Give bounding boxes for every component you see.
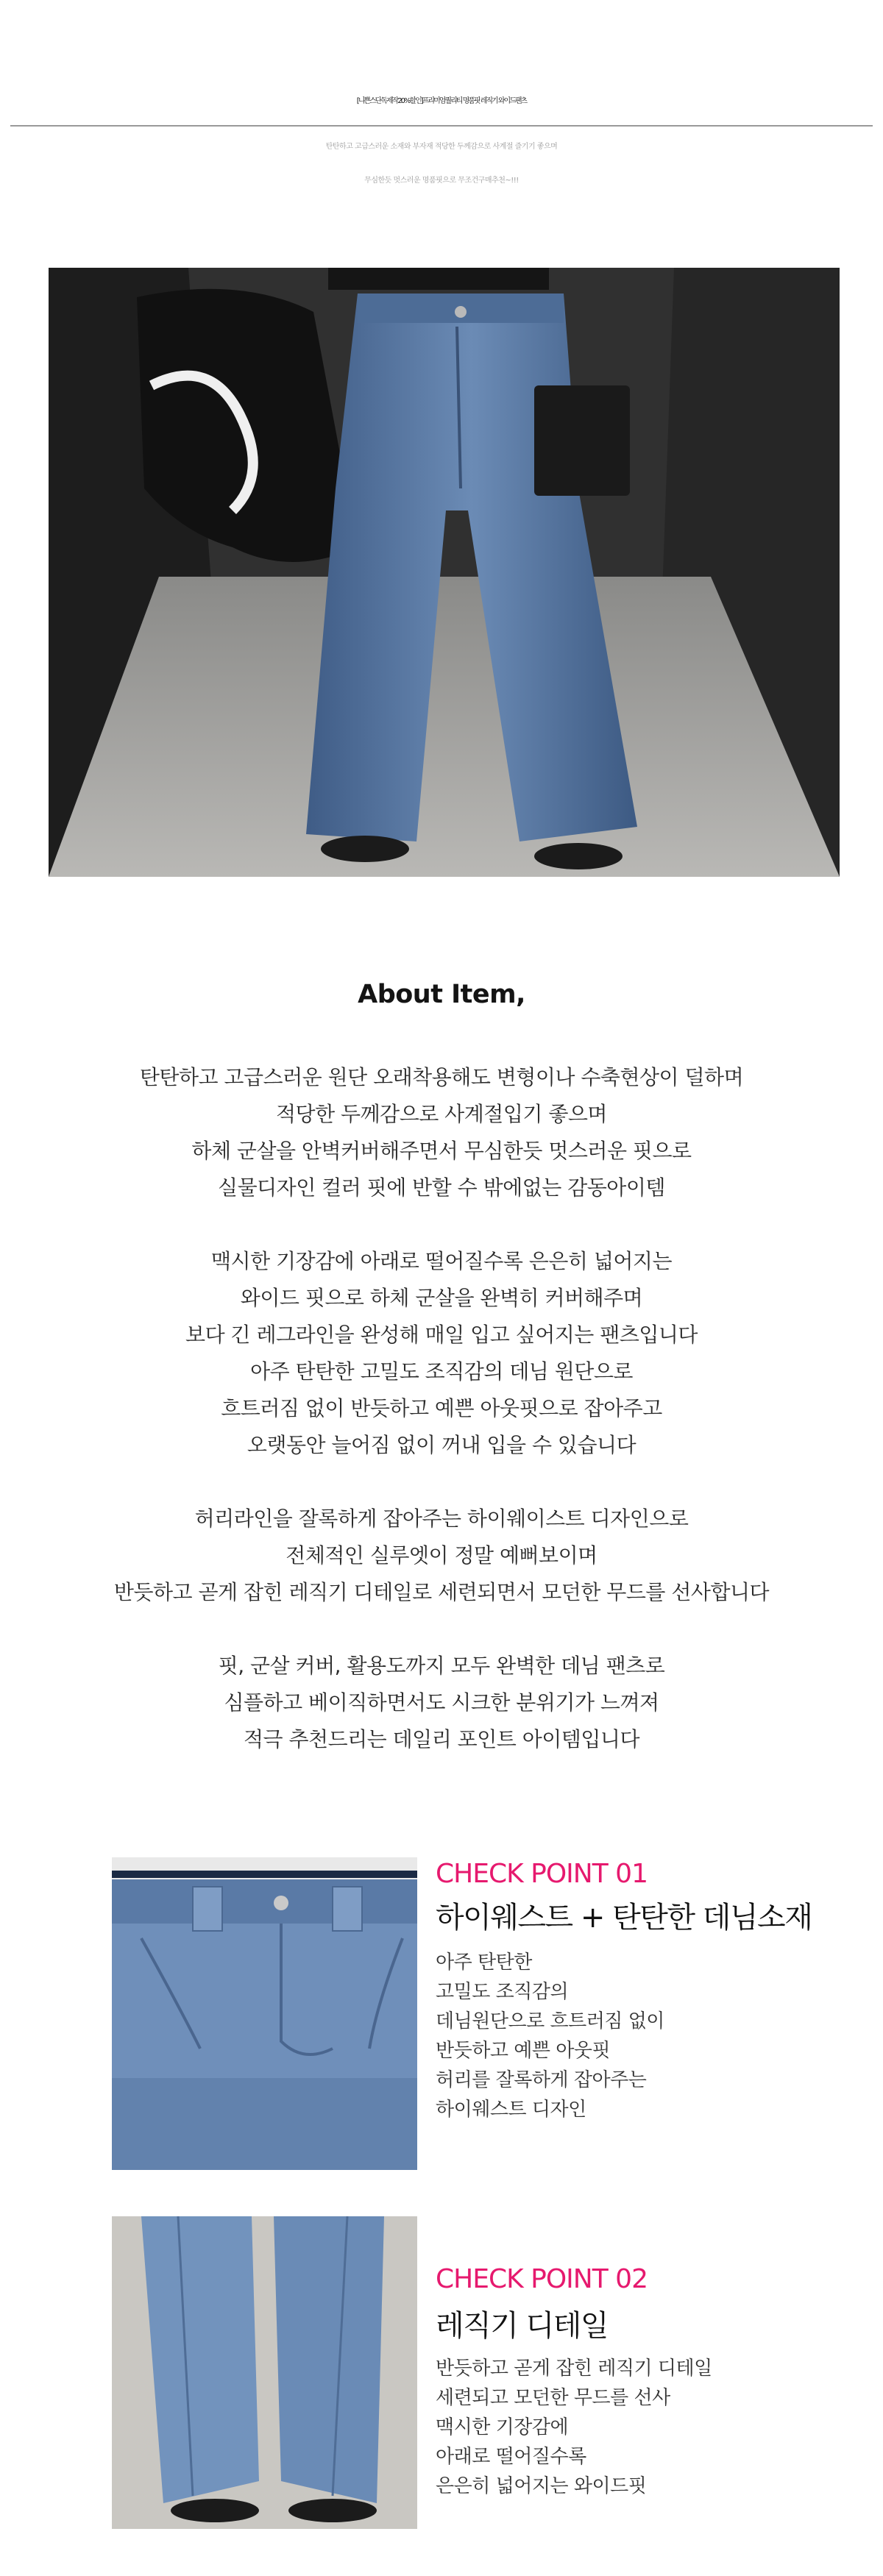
about-line: 전체적인 실루엣이 정말 예뻐보이며 xyxy=(286,1543,597,1568)
about-line: 하체 군살을 안벽커버해주면서 무심한듯 멋스러운 핏으로 xyxy=(191,1139,692,1163)
about-line: 적극 추천드리는 데일리 포인트 아이템입니다 xyxy=(243,1727,639,1751)
about-paragraph-3 xyxy=(0,1501,883,1611)
checkpoint-1-description xyxy=(436,1948,664,2124)
about-paragraph-1 xyxy=(0,1059,883,1206)
checkpoint-2-line: 아래로 떨어질수록 xyxy=(436,2446,586,2468)
checkpoint-1-title: 하이웨스트 + 탄탄한 데님소재 xyxy=(436,1901,812,1935)
checkpoint-1-line: 반듯하고 예쁜 아웃핏 xyxy=(436,2040,611,2062)
about-line: 심플하고 베이직하면서도 시크한 분위기가 느껴져 xyxy=(224,1690,659,1715)
about-line: 적당한 두께감으로 사계절입기 좋으며 xyxy=(276,1102,607,1126)
about-line: 허리라인을 잘록하게 잡아주는 하이웨이스트 디자인으로 xyxy=(194,1506,689,1531)
about-paragraph-2 xyxy=(0,1243,883,1464)
checkpoint-2-description xyxy=(436,2354,712,2501)
checkpoint-1-line: 데님원단으로 흐트러짐 없이 xyxy=(436,2010,664,2032)
title-underline xyxy=(10,125,873,127)
hero-product-photo xyxy=(49,268,840,877)
about-heading: About Item, xyxy=(358,980,525,1009)
about-line: 와이드 핏으로 하체 군살을 완벽히 커버해주며 xyxy=(240,1286,643,1310)
about-body xyxy=(0,1059,883,1795)
checkpoint-1-line: 아주 탄탄한 xyxy=(436,1951,532,1974)
about-line: 핏, 군살 커버, 활용도까지 모두 완벽한 데님 팬츠로 xyxy=(218,1654,665,1678)
subtitle-line-1: 탄탄하고 고급스러운 소재와 부자재 적당한 두께감으로 사계절 즐기기 좋으며 xyxy=(325,143,558,151)
about-line: 아주 탄탄한 고밀도 조직감의 데님 원단으로 xyxy=(250,1359,633,1384)
about-line: 실물디자인 컬러 핏에 반할 수 밖에없는 감동아이템 xyxy=(218,1175,665,1200)
checkpoint-1-line: 하이웨스트 디자인 xyxy=(436,2099,586,2121)
checkpoint-1-line: 고밀도 조직감의 xyxy=(436,1981,569,2003)
about-line: 반듯하고 곧게 잡힌 레직기 디테일로 세련되면서 모던한 무드를 선사합니다 xyxy=(113,1580,770,1604)
about-line: 오랫동안 늘어짐 없이 꺼내 입을 수 있습니다 xyxy=(247,1433,636,1457)
about-line: 보다 긴 레그라인을 완성해 매일 입고 싶어지는 팬츠입니다 xyxy=(185,1323,698,1347)
checkpoint-2-photo xyxy=(112,2216,417,2529)
about-line: 맥시한 기장감에 아래로 떨어질수록 은은히 넓어지는 xyxy=(210,1249,673,1273)
about-line: 흐트러짐 없이 반듯하고 예쁜 아웃핏으로 잡아주고 xyxy=(221,1396,662,1420)
checkpoint-2-line: 세련되고 모던한 무드를 선사 xyxy=(436,2387,670,2409)
about-paragraph-4 xyxy=(0,1648,883,1758)
checkpoint-2-line: 반듯하고 곧게 잡힌 레직기 디테일 xyxy=(436,2358,712,2380)
checkpoint-1-photo xyxy=(112,1857,417,2170)
checkpoint-2-label: CHECK POINT 02 xyxy=(436,2264,648,2294)
checkpoint-2-title: 레직기 디테일 xyxy=(436,2309,609,2343)
checkpoint-2-line: 맥시한 기장감에 xyxy=(436,2416,569,2438)
subtitle-line-2: 무심한듯 멋스러운 명품핏으로 무조건구매추천~!!! xyxy=(364,177,519,185)
about-line: 탄탄하고 고급스러운 원단 오래착용해도 변형이나 수축현상이 덜하며 xyxy=(139,1065,744,1089)
product-title: [니쁜스단독제작20%할인]프리미엄퀄리티 명품핏 레직기 와이드팬츠 xyxy=(356,97,527,105)
checkpoint-2-line: 은은히 넓어지는 와이드핏 xyxy=(436,2475,647,2497)
checkpoint-1-label: CHECK POINT 01 xyxy=(436,1859,648,1889)
checkpoint-1-line: 허리를 잘록하게 잡아주는 xyxy=(436,2069,647,2091)
